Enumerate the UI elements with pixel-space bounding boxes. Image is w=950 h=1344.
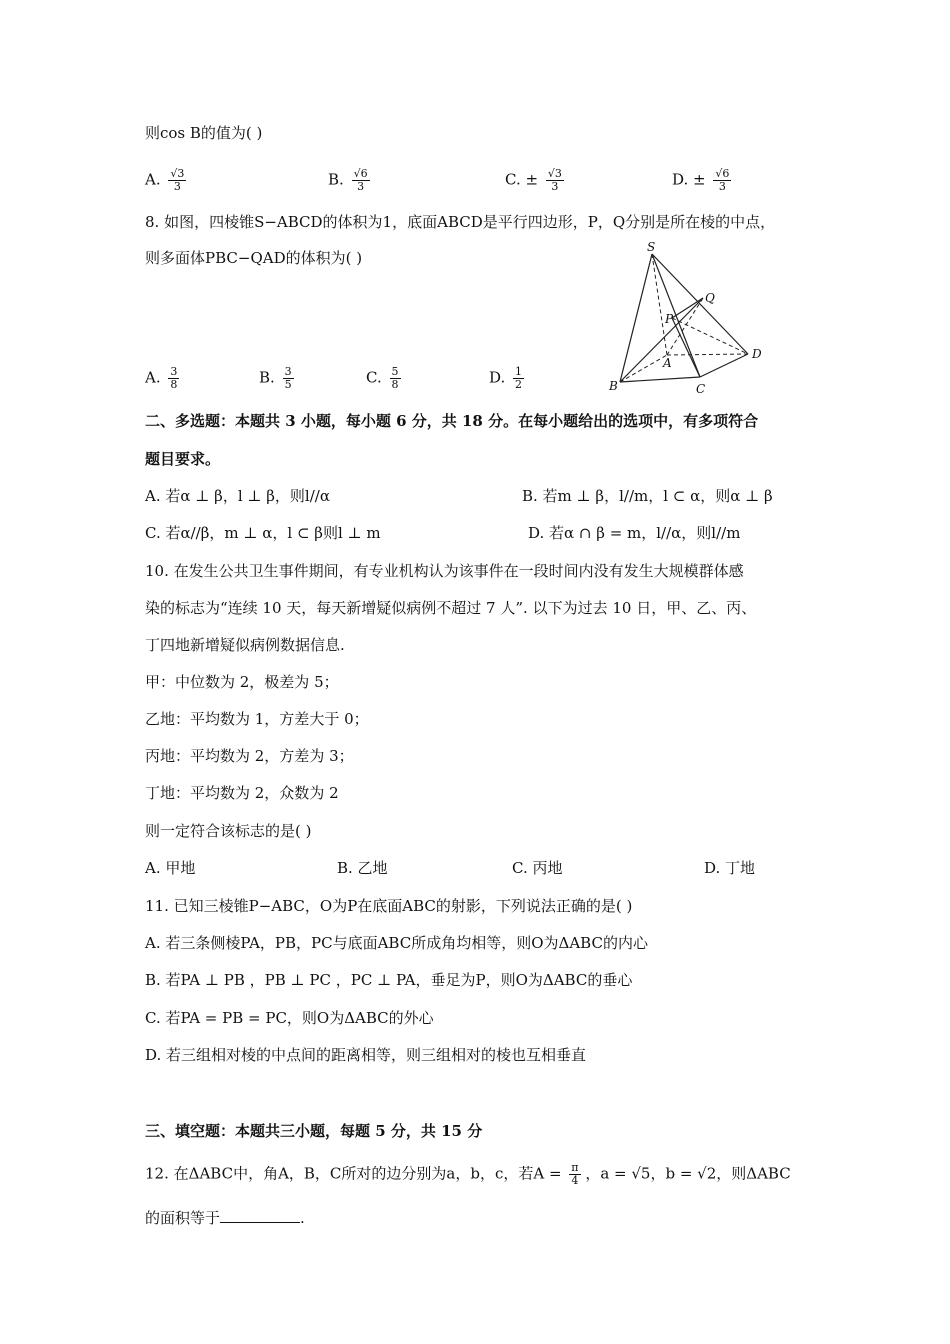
label-P: P [665,312,674,326]
edge-PQ [672,298,703,318]
option-fraction: $\frac{√6}{3}$ [715,167,730,193]
option-sign: ± [525,170,539,189]
q7-stem-tail: 则cos B的值为( ) [145,124,263,142]
edge-PC [672,318,700,377]
label-S: S [647,240,656,254]
option-label: A. [145,368,161,387]
q12-part2: ，a = √5，b = √2，则ΔABC [585,1164,791,1183]
q10-data-jia: 甲：中位数为 2，极差为 5； [145,673,339,691]
option-fraction: $\frac{1}{2}$ [515,365,523,391]
option-fraction: $\frac{3}{5}$ [284,365,292,391]
section3-title: 三、填空题：本题共三小题，每题 5 分，共 15 分 [145,1122,483,1140]
label-C: C [696,382,706,396]
q12-part1: 12. 在ΔABC中，角A，B，C所对的边分别为a，b，c，若A = [145,1164,562,1183]
q10-option-a[interactable]: A. 甲地 [145,859,196,877]
q11-option-d[interactable]: D. 若三组相对棱的中点间的距离相等，则三组相对的棱也互相垂直 [145,1046,587,1064]
q10-stem-line1: 10. 在发生公共卫生事件期间，有专业机构认为该事件在一段时间内没有发生大规模群体感 [145,562,744,580]
q12-stem-line1 [145,1162,791,1187]
q8-stem-line1: 8. 如图，四棱锥S−ABCD的体积为1，底面ABCD是平行四边形，P，Q分别是所在棱的中点， [145,213,776,231]
q10-option-c[interactable]: C. 丙地 [512,859,563,877]
q10-option-b[interactable]: B. 乙地 [337,859,388,877]
option-label: B. [259,368,275,387]
option-label: D. [489,368,506,387]
q11-option-b[interactable]: B. 若PA ⊥ PB ，PB ⊥ PC ，PC ⊥ PA，垂足为P，则O为ΔABC的垂心 [145,971,633,989]
q10-data-yi: 乙地：平均数为 1，方差大于 0； [145,710,369,728]
q12-line2-text: 的面积等于 [145,1209,221,1227]
q10-ask: 则一定符合该标志的是( ) [145,822,312,840]
q9-option-d[interactable]: D. 若α ∩ β = m，l//α，则l//m [528,524,741,542]
option-fraction: $\frac{√3}{3}$ [170,167,185,193]
edge-SB [620,254,652,382]
option-fraction: $\frac{3}{8}$ [170,365,178,391]
q10-stem-line3: 丁四地新增疑似病例数据信息. [145,636,345,654]
q7-option-c[interactable] [505,168,564,193]
label-D: D [752,347,762,361]
q12-angle-fraction: $\frac{\pi}{4}$ [571,1161,579,1187]
q7-option-b[interactable] [328,168,370,193]
section2-title-line2: 题目要求。 [145,450,221,468]
edge-SD [652,254,748,354]
pyramid-figure [605,240,775,400]
q11-stem: 11. 已知三棱锥P−ABC，O为P在底面ABC的射影，下列说法正确的是( ) [145,897,633,915]
q10-data-ding: 丁地：平均数为 2，众数为 2 [145,784,339,802]
label-B: B [609,379,618,393]
option-sign: ± [693,170,706,189]
q8-option-d[interactable] [489,366,524,391]
q7-option-a[interactable] [145,168,186,193]
q10-stem-line2: 染的标志为“连续 10 天，每天新增疑似病例不超过 7 人”. 以下为过去 10 日，甲、乙、丙、 [145,599,757,617]
q8-option-a[interactable] [145,366,179,391]
q9-option-c[interactable]: C. 若α//β，m ⊥ α，l ⊂ β则l ⊥ m [145,524,381,542]
option-label: C. [505,170,521,189]
option-label: A. [145,170,161,189]
label-A: A [663,356,672,370]
q11-option-c[interactable]: C. 若PA = PB = PC，则O为ΔABC的外心 [145,1009,434,1027]
label-Q: Q [705,291,715,305]
edge-CD [700,354,748,377]
q9-option-b[interactable]: B. 若m ⊥ β，l//m，l ⊂ α，则α ⊥ β [522,487,773,505]
q10-option-d[interactable]: D. 丁地 [704,859,756,877]
edge-SA [652,254,667,355]
option-fraction: $\frac{√6}{3}$ [353,167,368,193]
q7-option-d[interactable] [672,168,731,193]
option-label: B. [328,170,344,189]
q8-stem-line2: 则多面体PBC−QAD的体积为( ) [145,249,363,267]
option-label: C. [366,368,382,387]
edge-BC [620,377,700,382]
q8-option-b[interactable] [259,366,294,391]
q12-stem-line2 [145,1207,305,1229]
q9-option-a[interactable]: A. 若α ⊥ β，l ⊥ β，则l//α [145,487,330,505]
answer-blank[interactable] [220,1208,300,1223]
section2-title-line1: 二、多选题：本题共 3 小题，每小题 6 分，共 18 分。在每小题给出的选项中，有多项符合 [145,412,759,430]
option-label: D. [672,170,689,189]
edge-AD [667,354,748,355]
option-fraction: $\frac{√3}{3}$ [547,167,562,193]
q11-option-a[interactable]: A. 若三条侧棱PA，PB，PC与底面ABC所成角均相等，则O为ΔABC的内心 [145,934,648,952]
q8-option-c[interactable] [366,366,401,391]
option-fraction: $\frac{5}{8}$ [391,365,399,391]
q10-data-bing: 丙地：平均数为 2，方差为 3； [145,747,354,765]
edge-BQ [620,298,703,382]
q12-line2-end: . [300,1209,305,1227]
